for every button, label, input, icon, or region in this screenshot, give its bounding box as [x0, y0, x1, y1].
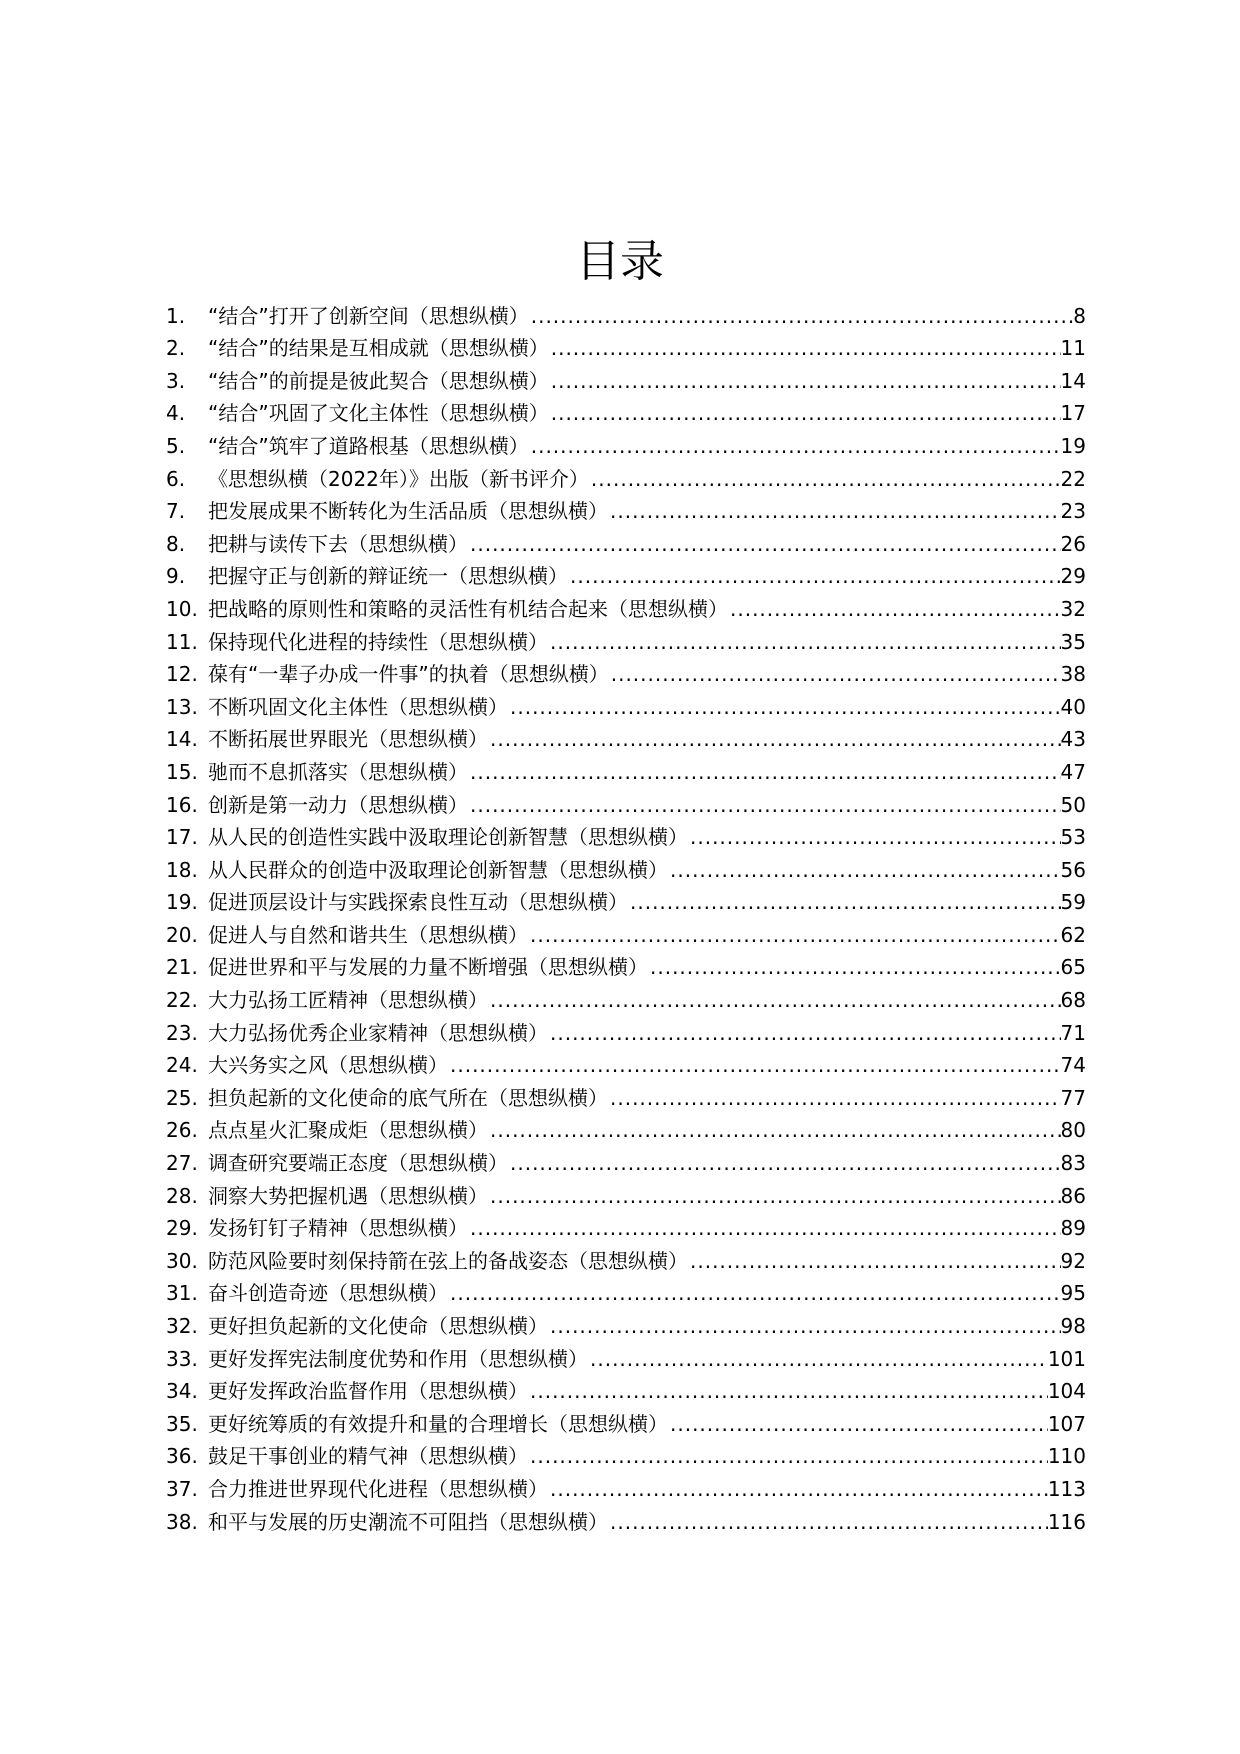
- toc-dot-leader: [608, 498, 1061, 524]
- toc-dot-leader: [668, 857, 1061, 883]
- toc-entry-title: 促进顶层设计与实践探索良性互动（思想纵横）: [208, 890, 628, 915]
- toc-entry-number: 35.: [166, 1411, 198, 1436]
- toc-entry-page-number: 77: [1060, 1085, 1086, 1110]
- toc-entry-number: 37.: [166, 1476, 198, 1501]
- toc-entry[interactable]: [166, 785, 1086, 818]
- toc-entry-title: 发扬钉钉子精神（思想纵横）: [208, 1216, 468, 1241]
- toc-entry-page-number: 101: [1047, 1346, 1086, 1371]
- toc-entry-page-number: 23: [1060, 499, 1086, 524]
- toc-dot-leader: [468, 531, 1061, 557]
- toc-entry[interactable]: [166, 329, 1086, 362]
- toc-entry[interactable]: [166, 980, 1086, 1013]
- toc-entry[interactable]: [166, 1274, 1086, 1307]
- toc-entry-page-number: 29: [1060, 564, 1086, 589]
- toc-entry-number: 27.: [166, 1151, 198, 1176]
- toc-dot-leader: [549, 368, 1061, 394]
- toc-entry-page-number: 83: [1060, 1151, 1086, 1176]
- toc-entry[interactable]: [166, 883, 1086, 916]
- toc-entry[interactable]: [166, 818, 1086, 851]
- table-of-contents: [166, 296, 1086, 1535]
- toc-entry-page-number: 59: [1060, 890, 1086, 915]
- toc-entry-number: 7.: [166, 499, 186, 524]
- toc-entry-title: 点点星火汇聚成炬（思想纵横）: [208, 1118, 488, 1143]
- toc-entry[interactable]: [166, 1339, 1086, 1372]
- toc-entry-page-number: 107: [1047, 1411, 1086, 1436]
- toc-entry[interactable]: [166, 1046, 1086, 1079]
- toc-dot-leader: [728, 596, 1061, 622]
- toc-entry-title: 把发展成果不断转化为生活品质（思想纵横）: [208, 499, 608, 524]
- toc-entry-page-number: 22: [1060, 466, 1086, 491]
- toc-dot-leader: [528, 1443, 1048, 1469]
- toc-dot-leader: [528, 1378, 1048, 1404]
- toc-dot-leader: [508, 1150, 1061, 1176]
- toc-entry-title: 从人民的创造性实践中汲取理论创新智慧（思想纵横）: [208, 825, 688, 850]
- toc-dot-leader: [628, 889, 1061, 915]
- toc-entry[interactable]: [166, 915, 1086, 948]
- toc-entry-title: 保持现代化进程的持续性（思想纵横）: [208, 629, 548, 654]
- toc-entry[interactable]: [166, 1306, 1086, 1339]
- toc-entry-number: 28.: [166, 1183, 198, 1208]
- toc-entry-number: 1.: [166, 303, 186, 328]
- toc-entry-title: 更好统筹质的有效提升和量的合理增长（思想纵横）: [208, 1411, 668, 1436]
- toc-entry-number: 21.: [166, 955, 198, 980]
- toc-dot-leader: [468, 759, 1061, 785]
- toc-entry-number: 38.: [166, 1509, 198, 1534]
- toc-entry-number: 4.: [166, 401, 186, 426]
- toc-dot-leader: [548, 629, 1061, 655]
- toc-entry[interactable]: [166, 589, 1086, 622]
- toc-entry-number: 13.: [166, 694, 198, 719]
- toc-entry-number: 11.: [166, 629, 198, 654]
- toc-entry-number: 34.: [166, 1379, 198, 1404]
- toc-entry-title: 把握守正与创新的辩证统一（思想纵横）: [208, 564, 568, 589]
- toc-entry-page-number: 110: [1047, 1444, 1086, 1469]
- toc-entry-number: 24.: [166, 1053, 198, 1078]
- toc-dot-leader: [549, 335, 1061, 361]
- toc-entry[interactable]: [166, 622, 1086, 655]
- toc-entry-title: “结合”的结果是互相成就（思想纵横）: [208, 336, 549, 361]
- toc-entry[interactable]: [166, 1176, 1086, 1209]
- toc-entry-number: 25.: [166, 1085, 198, 1110]
- toc-entry-number: 19.: [166, 890, 198, 915]
- toc-entry-page-number: 56: [1060, 857, 1086, 882]
- toc-entry-page-number: 38: [1060, 662, 1086, 687]
- toc-entry-page-number: 14: [1060, 368, 1086, 393]
- toc-entry-page-number: 74: [1060, 1053, 1086, 1078]
- toc-entry-title: 防范风险要时刻保持箭在弦上的备战姿态（思想纵横）: [208, 1248, 688, 1273]
- toc-dot-leader: [488, 987, 1061, 1013]
- toc-entry-title: 葆有“一辈子办成一件事”的执着（思想纵横）: [208, 662, 609, 687]
- toc-entry-page-number: 47: [1060, 759, 1086, 784]
- toc-dot-leader: [529, 433, 1061, 459]
- toc-dot-leader: [529, 303, 1074, 329]
- toc-dot-leader: [548, 1313, 1061, 1339]
- toc-entry-page-number: 17: [1060, 401, 1086, 426]
- toc-dot-leader: [588, 1346, 1048, 1372]
- toc-entry-number: 32.: [166, 1314, 198, 1338]
- toc-entry[interactable]: [166, 557, 1086, 590]
- toc-entry-page-number: 95: [1060, 1281, 1086, 1306]
- toc-entry[interactable]: [166, 720, 1086, 753]
- toc-entry-number: 17.: [166, 825, 198, 850]
- toc-entry-title: 把耕与读传下去（思想纵横）: [208, 531, 468, 556]
- toc-entry-page-number: 68: [1060, 988, 1086, 1013]
- toc-entry[interactable]: [166, 655, 1086, 688]
- toc-entry-number: 36.: [166, 1444, 198, 1469]
- toc-entry-title: 大力弘扬优秀企业家精神（思想纵横）: [208, 1020, 548, 1045]
- toc-entry[interactable]: [166, 948, 1086, 981]
- toc-entry[interactable]: [166, 1111, 1086, 1144]
- toc-entry-title: 大力弘扬工匠精神（思想纵横）: [208, 988, 488, 1013]
- toc-entry-title: “结合”筑牢了道路根基（思想纵横）: [208, 433, 529, 458]
- toc-entry[interactable]: [166, 752, 1086, 785]
- toc-dot-leader: [448, 1280, 1061, 1306]
- toc-dot-leader: [528, 922, 1061, 948]
- toc-entry-title: 调查研究要端正态度（思想纵横）: [208, 1151, 508, 1176]
- toc-entry-title: 和平与发展的历史潮流不可阻挡（思想纵横）: [208, 1509, 608, 1534]
- toc-entry[interactable]: [166, 426, 1086, 459]
- toc-entry[interactable]: [166, 1241, 1086, 1274]
- toc-entry-number: 12.: [166, 662, 198, 687]
- toc-entry-title: 更好发挥政治监督作用（思想纵横）: [208, 1379, 528, 1404]
- toc-dot-leader: [609, 661, 1061, 687]
- toc-entry-number: 33.: [166, 1346, 198, 1371]
- toc-entry-number: 2.: [166, 336, 186, 361]
- toc-entry-page-number: 62: [1060, 922, 1086, 947]
- toc-entry-page-number: 86: [1060, 1183, 1086, 1208]
- toc-entry-page-number: 53: [1060, 825, 1086, 850]
- toc-entry[interactable]: [166, 1404, 1086, 1437]
- toc-entry-title: 洞察大势把握机遇（思想纵横）: [208, 1183, 488, 1208]
- toc-entry-page-number: 26: [1060, 531, 1086, 556]
- toc-entry-page-number: 32: [1060, 596, 1086, 621]
- toc-entry[interactable]: [166, 1013, 1086, 1046]
- toc-entry-page-number: 35: [1060, 629, 1086, 654]
- toc-entry[interactable]: [166, 1372, 1086, 1405]
- toc-dot-leader: [548, 1020, 1061, 1046]
- toc-dot-leader: [608, 1509, 1048, 1535]
- toc-entry[interactable]: [166, 524, 1086, 557]
- toc-entry-title: “结合”的前提是彼此契合（思想纵横）: [208, 368, 549, 393]
- toc-dot-leader: [668, 1411, 1048, 1437]
- toc-entry-page-number: 113: [1047, 1476, 1086, 1501]
- toc-entry-page-number: 104: [1047, 1379, 1086, 1404]
- toc-entry-number: 29.: [166, 1216, 198, 1241]
- toc-dot-leader: [488, 726, 1061, 752]
- toc-dot-leader: [468, 1215, 1061, 1241]
- toc-entry-number: 23.: [166, 1020, 198, 1045]
- toc-entry-number: 3.: [166, 368, 186, 393]
- toc-entry-title: 把战略的原则性和策略的灵活性有机结合起来（思想纵横）: [208, 596, 728, 621]
- toc-entry[interactable]: [166, 296, 1086, 329]
- toc-entry[interactable]: [166, 687, 1086, 720]
- toc-entry-page-number: 89: [1060, 1216, 1086, 1241]
- toc-dot-leader: [549, 400, 1061, 426]
- toc-entry-title: 奋斗创造奇迹（思想纵横）: [208, 1281, 448, 1306]
- toc-entry-number: 20.: [166, 922, 198, 947]
- toc-entry-title: 合力推进世界现代化进程（思想纵横）: [208, 1476, 548, 1501]
- toc-entry-number: 15.: [166, 759, 198, 784]
- toc-dot-leader: [589, 466, 1061, 492]
- toc-entry-number: 14.: [166, 727, 198, 752]
- toc-entry-number: 26.: [166, 1118, 198, 1143]
- toc-entry-title: 促进世界和平与发展的力量不断增强（思想纵横）: [208, 955, 648, 980]
- toc-entry[interactable]: [166, 1502, 1086, 1535]
- toc-entry-page-number: 8: [1073, 303, 1086, 328]
- toc-dot-leader: [548, 1476, 1048, 1502]
- toc-entry-title: 更好发挥宪法制度优势和作用（思想纵横）: [208, 1346, 588, 1371]
- toc-entry[interactable]: [166, 361, 1086, 394]
- toc-entry-number: 22.: [166, 988, 198, 1013]
- toc-entry-page-number: 98: [1060, 1314, 1086, 1338]
- toc-entry-number: 9.: [166, 564, 186, 589]
- toc-entry[interactable]: [166, 1078, 1086, 1111]
- toc-entry-page-number: 11: [1060, 336, 1086, 361]
- toc-entry-title: 从人民群众的创造中汲取理论创新智慧（思想纵横）: [208, 857, 668, 882]
- toc-entry-number: 6.: [166, 466, 186, 491]
- toc-dot-leader: [688, 824, 1061, 850]
- toc-entry-page-number: 116: [1047, 1509, 1086, 1534]
- toc-entry-page-number: 71: [1060, 1020, 1086, 1045]
- toc-entry-title: 大兴务实之风（思想纵横）: [208, 1053, 448, 1078]
- toc-entry-number: 18.: [166, 857, 198, 882]
- toc-entry[interactable]: [166, 1209, 1086, 1242]
- toc-entry-title: 担负起新的文化使命的底气所在（思想纵横）: [208, 1085, 608, 1110]
- toc-entry-number: 10.: [166, 596, 198, 621]
- toc-entry-page-number: 19: [1060, 433, 1086, 458]
- toc-entry-title: “结合”巩固了文化主体性（思想纵横）: [208, 401, 549, 426]
- toc-dot-leader: [448, 1052, 1061, 1078]
- toc-entry-title: 不断拓展世界眼光（思想纵横）: [208, 727, 488, 752]
- toc-entry-page-number: 50: [1060, 792, 1086, 817]
- toc-dot-leader: [688, 1248, 1061, 1274]
- toc-dot-leader: [608, 1085, 1061, 1111]
- toc-dot-leader: [568, 563, 1061, 589]
- toc-entry-page-number: 80: [1060, 1118, 1086, 1143]
- toc-entry-number: 31.: [166, 1281, 198, 1306]
- toc-dot-leader: [508, 694, 1061, 720]
- toc-dot-leader: [648, 954, 1061, 980]
- toc-entry[interactable]: [166, 459, 1086, 492]
- toc-entry-title: 更好担负起新的文化使命（思想纵横）: [208, 1314, 548, 1338]
- toc-entry[interactable]: [166, 1437, 1086, 1470]
- toc-entry[interactable]: [166, 1469, 1086, 1502]
- toc-entry-number: 8.: [166, 531, 186, 556]
- toc-entry[interactable]: [166, 850, 1086, 883]
- toc-entry-page-number: 92: [1060, 1248, 1086, 1273]
- toc-entry-page-number: 65: [1060, 955, 1086, 980]
- toc-entry-title: 不断巩固文化主体性（思想纵横）: [208, 694, 508, 719]
- toc-entry-title: 驰而不息抓落实（思想纵横）: [208, 759, 468, 784]
- toc-entry[interactable]: [166, 394, 1086, 427]
- toc-entry[interactable]: [166, 1143, 1086, 1176]
- toc-entry-title: “结合”打开了创新空间（思想纵横）: [208, 303, 529, 328]
- toc-entry-title: 创新是第一动力（思想纵横）: [208, 792, 468, 817]
- toc-entry-page-number: 40: [1060, 694, 1086, 719]
- toc-entry-title: 促进人与自然和谐共生（思想纵横）: [208, 922, 528, 947]
- toc-entry-page-number: 43: [1060, 727, 1086, 752]
- toc-dot-leader: [488, 1183, 1061, 1209]
- toc-entry-number: 5.: [166, 433, 186, 458]
- toc-entry-number: 30.: [166, 1248, 198, 1273]
- toc-entry[interactable]: [166, 492, 1086, 525]
- toc-entry-number: 16.: [166, 792, 198, 817]
- page-title: 目录: [576, 236, 664, 287]
- toc-entry-title: 《思想纵横（2022年）》出版（新书评介）: [208, 466, 589, 491]
- toc-dot-leader: [468, 792, 1061, 818]
- toc-entry-title: 鼓足干事创业的精气神（思想纵横）: [208, 1444, 528, 1469]
- toc-dot-leader: [488, 1117, 1061, 1143]
